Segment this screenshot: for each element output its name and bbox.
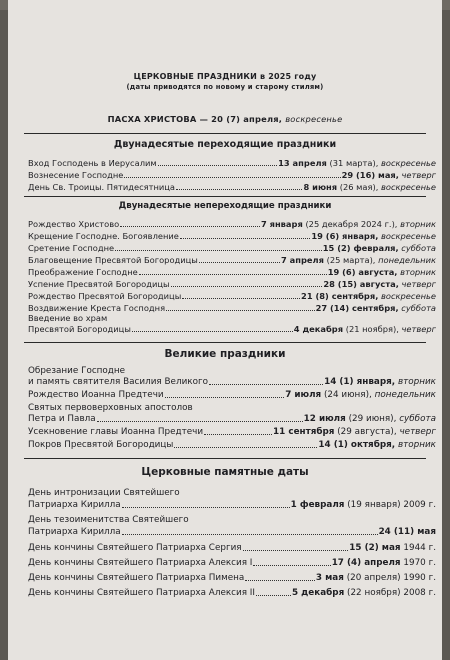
fixed-feast-row: Благовещение Пресвятой Богородицы 7 апреля (25 марта), понедельник bbox=[28, 255, 436, 265]
fixed-feast-row: Рождество Христово 7 января (25 декабря 2024 г.), вторник bbox=[28, 219, 436, 229]
separator-line bbox=[24, 342, 426, 343]
pascha-date: — 20 (7) апреля, bbox=[199, 114, 283, 124]
memorable-date-row: День кончины Святейшего Патриарха Сергия 15 (2) мая 1944 г. bbox=[28, 543, 436, 553]
presentation-line1: Введение во храм bbox=[28, 313, 108, 323]
enthronement-line1: День интронизации Святейшего bbox=[28, 488, 180, 498]
pascha-line bbox=[8, 114, 442, 124]
apostles-line1: Святых первоверховных апостолов bbox=[28, 403, 193, 413]
circumcision-line1: Обрезание Господне bbox=[28, 366, 126, 376]
great-feast-row: Усекновение главы Иоанна Предтечи 11 сентября (29 августа), четверг bbox=[28, 427, 436, 437]
nameday-line1: День тезоименитства Святейшего bbox=[28, 515, 189, 525]
memorable-dates-heading: Церковные памятные даты bbox=[141, 466, 309, 478]
fixed-feasts-heading: Двунадесятые непереходящие праздники bbox=[118, 201, 332, 211]
page-title: ЦЕРКОВНЫЕ ПРАЗДНИКИ в 2025 году bbox=[133, 72, 317, 81]
memorable-date-row: День кончины Святейшего Патриарха Алексия I 17 (4) апреля 1970 г. bbox=[28, 558, 436, 568]
great-feast-row: Рождество Иоанна Предтечи 7 июля (24 июня), понедельник bbox=[28, 390, 436, 400]
memorable-date-row: День кончины Святейшего Патриарха Пимена 3 мая (20 апреля) 1990 г. bbox=[28, 573, 436, 583]
great-feast-row: Покров Пресвятой Богородицы 14 (1) октября, вторник bbox=[28, 440, 436, 450]
moveable-feast-row: День Св. Троицы. Пятидесятница 8 июня (26 мая), воскресенье bbox=[28, 182, 436, 192]
fixed-feast-row: Сретение Господне 15 (2) февраля, суббота bbox=[28, 243, 436, 253]
fixed-feast-row: Пресвятой Богородицы 4 декабря (21 ноября), четверг bbox=[28, 324, 436, 334]
pascha-label: ПАСХА ХРИСТОВА bbox=[107, 114, 197, 124]
great-feast-row: Петра и Павла 12 июля (29 июня), суббота bbox=[28, 414, 436, 424]
fixed-feast-row: Воздвижение Креста Господня 27 (14) сентября, суббота bbox=[28, 303, 436, 313]
moveable-feast-row: Вход Господень в Иерусалим 13 апреля (31 марта), воскресенье bbox=[28, 158, 436, 168]
fixed-feast-row: Рождество Пресвятой Богородицы 21 (8) сентября, воскресенье bbox=[28, 291, 436, 301]
separator-line bbox=[24, 458, 426, 459]
memorable-date-row: День кончины Святейшего Патриарха Алексия II 5 декабря (22 ноября) 2008 г. bbox=[28, 588, 436, 598]
pascha-weekday: воскресенье bbox=[285, 114, 343, 124]
moveable-feast-row: Вознесение Господне 29 (16) мая, четверг bbox=[28, 170, 436, 180]
great-feasts-heading: Великие праздники bbox=[164, 348, 286, 360]
memorable-date-row: Патриарха Кирилла 1 февраля (19 января) 2009 г. bbox=[28, 500, 436, 510]
page-subtitle: (даты приводятся по новому и старому стилям) bbox=[126, 83, 324, 91]
great-feast-row: и память святителя Василия Великого 14 (1) января, вторник bbox=[28, 377, 436, 387]
fixed-feast-row: Крещение Господне. Богоявление 19 (6) января, воскресенье bbox=[28, 231, 436, 241]
fixed-feast-row: Успение Пресвятой Богородицы 28 (15) августа, четверг bbox=[28, 279, 436, 289]
separator-line bbox=[24, 133, 426, 134]
fixed-feast-row: Преображение Господне 19 (6) августа, вторник bbox=[28, 267, 436, 277]
moveable-feasts-heading: Двунадесятые переходящие праздники bbox=[113, 139, 337, 150]
separator-line bbox=[24, 196, 426, 197]
book-page bbox=[8, 0, 442, 660]
memorable-date-row: Патриарха Кирилла 24 (11) мая bbox=[28, 527, 436, 537]
